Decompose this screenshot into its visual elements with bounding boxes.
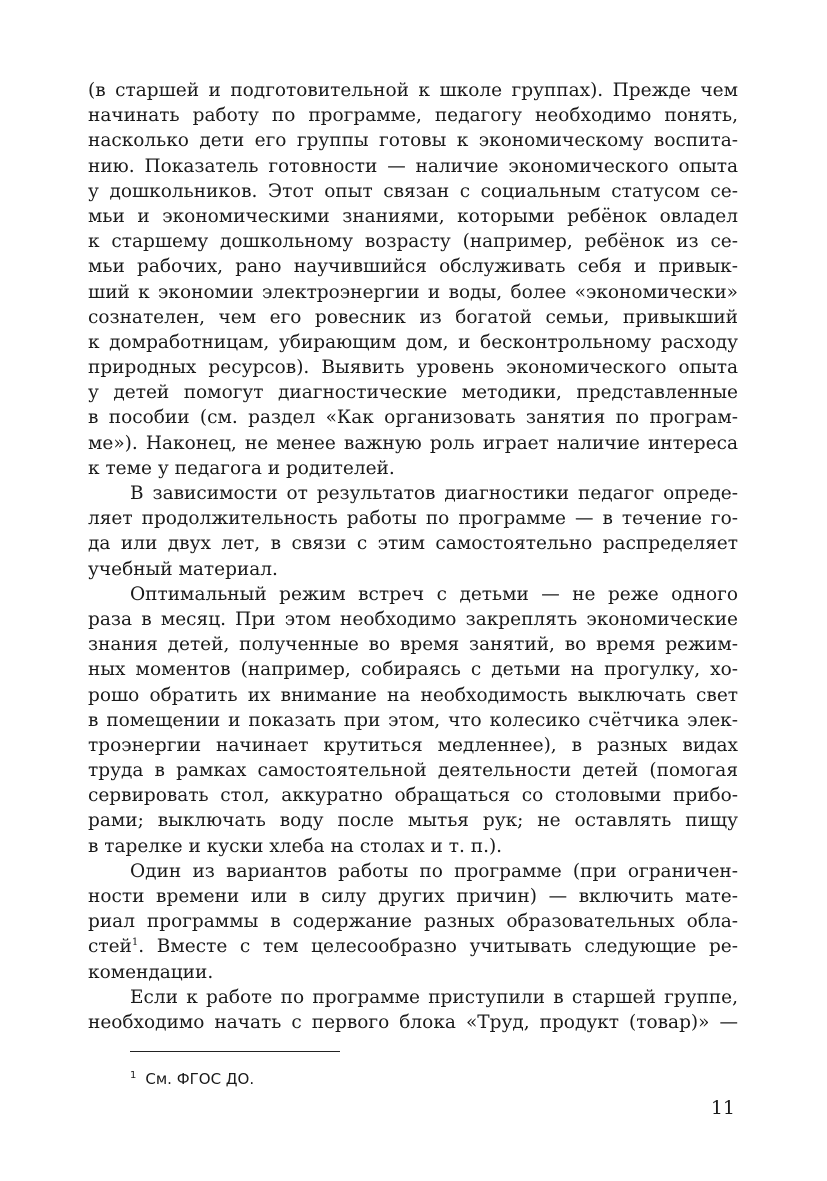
text-line: насколько дети его группы готовы к экономическому воспита- <box>88 130 738 152</box>
text-line: к теме у педагога и родителей. <box>88 457 395 479</box>
text-line: у дошкольников. Этот опыт связан с социальным статусом се- <box>88 180 738 202</box>
text-line: начинать работу по программе, педагогу необходимо понять, <box>88 105 738 127</box>
text-line: рами; выключать воду после мытья рук; не оставлять пищу <box>88 810 738 832</box>
text-line: необходимо начать с первого блока «Труд, продукт (товар)» — <box>88 1011 738 1033</box>
text-line: природных ресурсов). Выявить уровень экономического опыта <box>88 357 738 379</box>
text-line: в тарелке и куски хлеба на столах и т. п.). <box>88 835 503 857</box>
text-line: раза в месяц. При этом необходимо закреплять экономические <box>88 608 738 630</box>
paragraph-1 <box>88 78 738 481</box>
text-line: риал программы в содержание разных образовательных обла- <box>88 911 738 933</box>
footnote <box>130 1066 254 1089</box>
text-fragment: стей <box>88 936 132 958</box>
paragraph-5 <box>88 985 738 1035</box>
paragraph-3 <box>88 582 738 859</box>
text-line: сервировать стол, аккуратно обращаться со столовыми прибо- <box>88 785 738 807</box>
footnote-reference: 1 <box>131 937 139 949</box>
text-line <box>88 934 738 959</box>
footnote-text: См. ФГОС ДО. <box>145 1070 255 1088</box>
text-line: в пособии (см. раздел «Как организовать занятия по програм- <box>88 407 738 429</box>
paragraph-4 <box>88 859 738 985</box>
text-line: ме»). Наконец, не менее важную роль играет наличие интереса <box>88 432 738 454</box>
text-line: у детей помогут диагностические методики, представленные <box>88 382 738 404</box>
text-line: Один из вариантов работы по программе (при ограничен- <box>130 860 738 882</box>
text-line: в помещении и показать при этом, что колесико счётчика элек- <box>88 709 738 731</box>
text-line: В зависимости от результатов диагностики педагог опреде- <box>130 483 738 504</box>
page-number: 11 <box>710 1097 735 1119</box>
body-text <box>88 78 738 1035</box>
text-fragment: . Вместе с тем целесообразно учитывать следующие ре- <box>138 936 738 958</box>
text-line: ляет продолжительность работы по программе — в течение го- <box>88 508 738 530</box>
text-line: к домработницам, убирающим дом, и бесконтрольному расходу <box>88 331 738 353</box>
text-line: да или двух лет, в связи с этим самостоятельно распределяет <box>88 533 738 555</box>
text-line: труда в рамках самостоятельной деятельности детей (помогая <box>88 760 738 782</box>
text-line: троэнергии начинает крутиться медленнее), в разных видах <box>88 734 738 756</box>
text-line: Оптимальный режим встреч с детьми — не реже одного <box>130 583 738 605</box>
text-line: (в старшей и подготовительной к школе группах). Прежде чем <box>88 80 738 101</box>
footnote-marker: 1 <box>130 1070 137 1081</box>
text-line: мьи рабочих, рано научившийся обслуживать себя и привык- <box>88 256 738 278</box>
text-line: ных моментов (например, собираясь с детьми на прогулку, хо- <box>88 659 738 681</box>
text-line: рошо обратить их внимание на необходимость выключать свет <box>88 684 738 706</box>
text-line: ности времени или в силу других причин) — включить мате- <box>88 886 738 907</box>
text-line: сознателен, чем его ровесник из богатой семьи, привыкший <box>88 306 738 328</box>
text-line: комендации. <box>88 961 214 983</box>
text-line: к старшему дошкольному возрасту (например, ребёнок из се- <box>88 231 738 253</box>
text-line: ший к экономии электроэнергии и воды, более «экономически» <box>88 281 738 303</box>
paragraph-2 <box>88 481 738 582</box>
footnote-divider <box>130 1051 340 1052</box>
text-line: знания детей, полученные во время занятий, во время режим- <box>88 634 738 656</box>
text-line: Если к работе по программе приступили в старшей группе, <box>130 986 738 1008</box>
text-line: нию. Показатель готовности — наличие экономического опыта <box>88 155 738 177</box>
text-line: мьи и экономическими знаниями, которыми ребёнок овладел <box>88 205 738 227</box>
text-line: учебный материал. <box>88 558 278 580</box>
